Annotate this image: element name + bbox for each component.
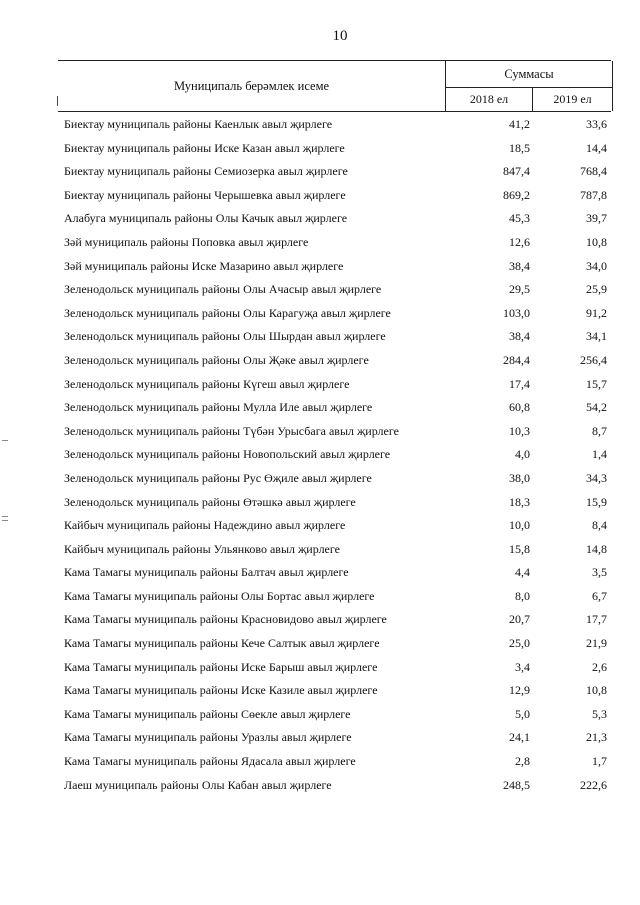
table-row [0,420,640,444]
row-value-2018: 18,3 [509,494,530,509]
row-value-2018: 4,0 [515,447,530,462]
table-row [0,207,640,231]
row-value-2019: 25,9 [586,282,607,297]
table-row [0,656,640,680]
row-value-2019: 91,2 [586,305,607,320]
row-value-2019: 256,4 [580,352,607,367]
row-name: Алабуга муниципаль районы Олы Качык авыл җирлеге [64,211,348,226]
row-value-2019: 3,5 [592,565,607,580]
margin-mark [2,520,8,521]
row-value-2018: 3,4 [515,659,530,674]
row-value-2018: 25,0 [509,636,530,651]
row-value-2019: 17,7 [586,612,607,627]
row-name: Зәй муниципаль районы Поповка авыл җирлеге [64,234,309,249]
row-name: Лаеш муниципаль районы Олы Кабан авыл җирлеге [64,777,332,792]
row-value-2019: 10,8 [586,234,607,249]
row-value-2018: 847,4 [503,164,530,179]
row-value-2019: 5,3 [592,706,607,721]
row-value-2019: 21,9 [586,636,607,651]
table-row [0,278,640,302]
row-value-2019: 8,4 [592,518,607,533]
row-name: Зеленодольск муниципаль районы Күгеш авыл җирлеге [64,376,350,391]
row-value-2018: 18,5 [509,140,530,155]
row-name: Кама Тамагы муниципаль районы Иске Казиле авыл җирлеге [64,683,378,698]
row-value-2018: 2,8 [515,754,530,769]
row-value-2018: 12,6 [509,234,530,249]
table-row [0,137,640,161]
row-value-2019: 33,6 [586,117,607,131]
table-row [0,113,640,137]
table-row [0,396,640,420]
row-value-2018: 17,4 [509,376,530,391]
row-value-2018: 10,3 [509,423,530,438]
row-name: Зеленодольск муниципаль районы Олы Ачасыр авыл җирлеге [64,282,382,297]
table-row [0,585,640,609]
row-value-2019: 15,9 [586,494,607,509]
row-name: Зеленодольск муниципаль районы Түбән Урысбага авыл җирлеге [64,423,399,438]
margin-mark [2,516,8,517]
row-name: Кама Тамагы муниципаль районы Иске Барыш авыл җирлеге [64,659,378,674]
row-name: Кайбыч муниципаль районы Ульянково авыл җирлеге [64,541,340,556]
margin-mark [2,440,8,441]
table-row [0,514,640,538]
column-header-name: Муниципаль берәмлек исеме [173,78,330,93]
column-header-sum: Суммасы [446,61,612,88]
table-edge-mark [57,96,58,106]
table-row [0,467,640,491]
row-value-2018: 5,0 [515,706,530,721]
row-value-2018: 60,8 [509,400,530,415]
row-value-2018: 41,2 [509,117,530,131]
table-row [0,160,640,184]
row-name: Зеленодольск муниципаль районы Рус Өҗиле авыл җирлеге [64,470,372,485]
table-row [0,679,640,703]
column-header-sum-group [445,61,613,111]
table-body [0,113,640,797]
row-value-2019: 21,3 [586,730,607,745]
row-name: Кама Тамагы муниципаль районы Уразлы авыл җирлеге [64,730,352,745]
row-name: Кама Тамагы муниципаль районы Олы Бортас авыл җирлеге [64,588,375,603]
row-value-2018: 24,1 [509,730,530,745]
row-name: Биектау муниципаль районы Иске Казан авыл җирлеге [64,140,345,155]
row-value-2019: 14,4 [586,140,607,155]
row-value-2018: 103,0 [503,305,530,320]
row-value-2019: 6,7 [592,588,607,603]
table-row [0,325,640,349]
table-row [0,774,640,798]
row-value-2019: 34,1 [586,329,607,344]
row-value-2018: 38,0 [509,470,530,485]
row-name: Зеленодольск муниципаль районы Новопольский авыл җирлеге [64,447,391,462]
row-name: Кама Тамагы муниципаль районы Кече Салтык авыл җирлеге [64,636,380,651]
table-row [0,255,640,279]
row-value-2019: 34,0 [586,258,607,273]
row-value-2018: 20,7 [509,612,530,627]
row-name: Биектау муниципаль районы Черышевка авыл җирлеге [64,187,346,202]
page-number: 10 [332,28,348,44]
row-value-2018: 869,2 [503,187,530,202]
table-row [0,608,640,632]
row-name: Биектау муниципаль районы Каенлык авыл җирлеге [64,117,333,131]
row-value-2018: 8,0 [515,588,530,603]
table-header [58,60,611,112]
row-value-2019: 2,6 [592,659,607,674]
table-row [0,302,640,326]
table-row [0,703,640,727]
table-row [0,491,640,515]
row-value-2019: 768,4 [580,164,607,179]
row-name: Кайбыч муниципаль районы Надеждино авыл җирлеге [64,518,346,533]
row-name: Кама Тамагы муниципаль районы Ядасала авыл җирлеге [64,754,356,769]
row-value-2018: 38,4 [509,258,530,273]
row-name: Зеленодольск муниципаль районы Мулла Иле авыл җирлеге [64,400,373,415]
table-row [0,231,640,255]
row-value-2019: 15,7 [586,376,607,391]
row-name: Биектау муниципаль районы Семиозерка авыл җирлеге [64,164,348,179]
row-name: Кама Тамагы муниципаль районы Красновидово авыл җирлеге [64,612,387,627]
row-value-2018: 12,9 [509,683,530,698]
row-value-2019: 10,8 [586,683,607,698]
table-row [0,726,640,750]
row-value-2018: 45,3 [509,211,530,226]
row-name: Зеленодольск муниципаль районы Олы Шырдан авыл җирлеге [64,329,386,344]
row-value-2018: 284,4 [503,352,530,367]
row-name: Кама Тамагы муниципаль районы Сөекле авыл җирлеге [64,706,351,721]
row-value-2018: 4,4 [515,565,530,580]
row-value-2019: 787,8 [580,187,607,202]
row-value-2019: 8,7 [592,423,607,438]
table-row [0,184,640,208]
row-name: Кама Тамагы муниципаль районы Балтач авыл җирлеге [64,565,349,580]
row-value-2019: 34,3 [586,470,607,485]
row-value-2018: 38,4 [509,329,530,344]
row-value-2018: 248,5 [503,777,530,792]
row-name: Зеленодольск муниципаль районы Өтәшкә авыл җирлеге [64,494,356,509]
row-value-2018: 10,0 [509,518,530,533]
table-row [0,373,640,397]
table-row [0,561,640,585]
row-name: Зеленодольск муниципаль районы Олы Җәке авыл җирлеге [64,352,369,367]
row-name: Зәй муниципаль районы Иске Мазарино авыл җирлеге [64,258,344,273]
table-row [0,750,640,774]
row-value-2019: 14,8 [586,541,607,556]
row-value-2019: 1,4 [592,447,607,462]
column-header-year-2018: 2018 ел [446,88,533,111]
table-row [0,538,640,562]
row-value-2019: 54,2 [586,400,607,415]
row-value-2018: 15,8 [509,541,530,556]
column-header-year-2019: 2019 ел [553,92,592,106]
row-name: Зеленодольск муниципаль районы Олы Карагуҗа авыл җирлеге [64,305,391,320]
row-value-2019: 222,6 [580,777,607,792]
row-value-2019: 1,7 [592,754,607,769]
row-value-2019: 39,7 [586,211,607,226]
row-value-2018: 29,5 [509,282,530,297]
table-row [0,632,640,656]
table-row [0,443,640,467]
table-row [0,349,640,373]
